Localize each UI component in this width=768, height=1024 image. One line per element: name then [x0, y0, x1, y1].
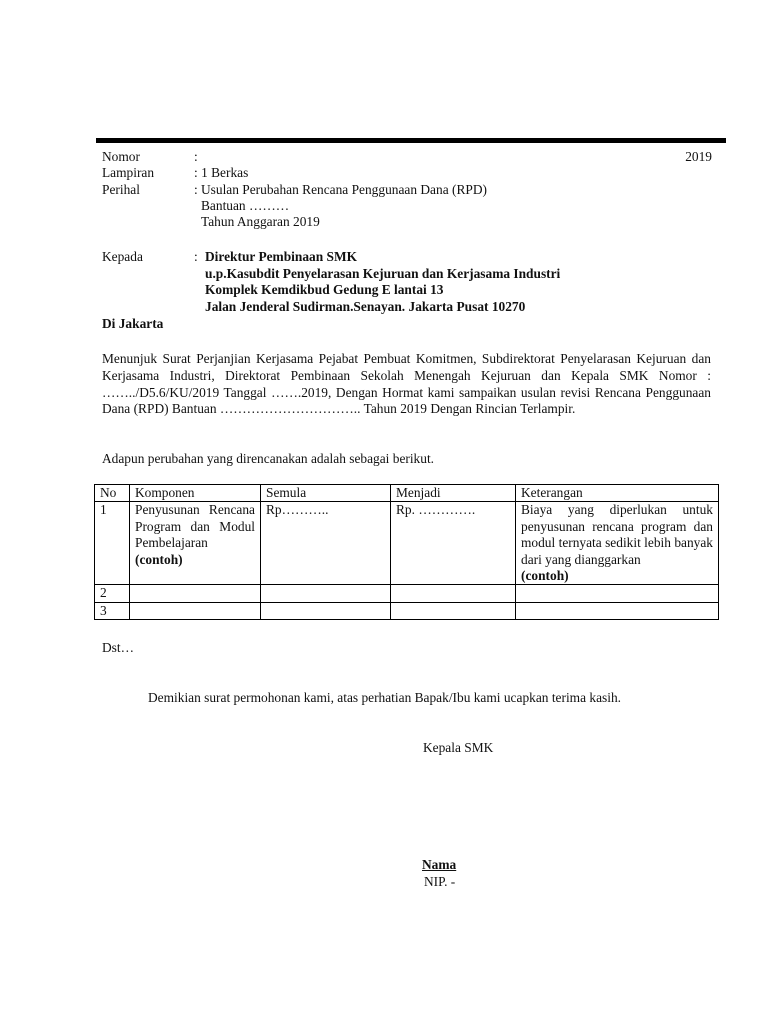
keterangan-text: Biaya yang diperlukan untuk penyusunan rencana program dan modul ternyata sedikit lebih banyak dari yang dianggarkan [521, 502, 713, 567]
lampiran-value: : 1 Berkas [194, 165, 249, 181]
signatory-nip: NIP. - [424, 874, 456, 889]
table-header-cell: Komponen [130, 485, 261, 502]
nomor-row [102, 149, 712, 165]
closing-text: Demikian surat permohonan kami, atas perhatian Bapak/Ibu kami ucapkan terima kasih. [148, 690, 621, 705]
recipient-line: Komplek Kemdikbud Gedung E lantai 13 [205, 282, 444, 298]
recipient-row-4 [102, 299, 712, 316]
recipient-line: Jalan Jenderal Sudirman.Senayan. Jakarta Pusat 10270 [205, 299, 526, 315]
table-header-cell: Menjadi [391, 485, 516, 502]
table-row [95, 602, 719, 619]
table-row [95, 502, 719, 585]
table-cell-keterangan [516, 585, 719, 602]
perihal-line-2: Bantuan ……… [201, 197, 290, 213]
recipient-city: Di Jakarta [102, 316, 164, 331]
recipient-row-3 [102, 282, 712, 299]
kepada-label: Kepada [102, 249, 143, 264]
table-row [95, 585, 719, 602]
table-header-cell: Keterangan [516, 485, 719, 502]
signatory-position: Kepala SMK [423, 740, 494, 755]
perihal-row [102, 182, 712, 198]
lampiran-label: Lampiran [102, 165, 155, 181]
perihal-row-2 [102, 198, 712, 214]
recipient-line: Direktur Pembinaan SMK [205, 249, 358, 264]
body-paragraph-1: Menunjuk Surat Perjanjian Kerjasama Pejabat Pembuat Komitmen, Subdirektorat Penyelarasan Kejuruan dan Kerjasama Industri, Direktorat Pembinaan Sekolah Menengah Kejuruan dan Kepala SMK Nomor : ……../D5.6/KU/2019 Tanggal …….2019, Dengan Hormat kami sampaikan usulan revisi Rencana Penggunaan Dana (RPD) Bantuan ………………………….. Tahun 2019 Dengan Rincian Terlampir. [102, 351, 711, 417]
perihal-row-3 [102, 214, 712, 230]
body-paragraph-2: Adapun perubahan yang direncanakan adalah sebagai berikut. [102, 451, 435, 466]
signatory-name: Nama [422, 857, 457, 872]
table-cell-semula: Rp……….. [261, 502, 391, 585]
letter-header [102, 149, 712, 230]
komponen-text: Penyusunan Rencana Program dan Modul Pembelajaran [135, 502, 255, 551]
header-rule [96, 138, 726, 143]
lampiran-row [102, 165, 712, 181]
recipient-row-2 [102, 266, 712, 283]
table-cell-komponen [130, 602, 261, 619]
perihal-line-3: Tahun Anggaran 2019 [201, 214, 320, 230]
kepada-colon: : [194, 249, 198, 264]
table-cell-semula [261, 585, 391, 602]
table-cell-no: 3 [95, 602, 130, 619]
table-cell-komponen [130, 502, 261, 585]
table-cell-menjadi [391, 602, 516, 619]
table-cell-no: 1 [95, 502, 130, 585]
table-cell-keterangan [516, 602, 719, 619]
table-cell-menjadi: Rp. …………. [391, 502, 516, 585]
nomor-value: : [194, 149, 198, 164]
perihal-colon: : [194, 181, 198, 197]
table-cell-komponen [130, 585, 261, 602]
perihal-label: Perihal [102, 181, 140, 197]
nomor-label: Nomor [102, 149, 140, 164]
table-cell-semula [261, 602, 391, 619]
table-cell-menjadi [391, 585, 516, 602]
komponen-note: (contoh) [135, 551, 183, 567]
keterangan-note: (contoh) [521, 568, 569, 584]
table-header-cell: No [95, 485, 130, 502]
recipient-block [102, 249, 712, 316]
table-continuation: Dst… [102, 640, 134, 655]
recipient-line: u.p.Kasubdit Penyelarasan Kejuruan dan Kerjasama Industri [205, 265, 561, 281]
letter-year: 2019 [685, 149, 712, 164]
recipient-row-1 [102, 249, 712, 266]
table-cell-no: 2 [95, 585, 130, 602]
rpd-table [94, 484, 719, 620]
perihal-line-1: Usulan Perubahan Rencana Penggunaan Dana (RPD) [201, 181, 487, 197]
table-header-cell: Semula [261, 485, 391, 502]
table-cell-keterangan [516, 502, 719, 585]
table-header-row [95, 485, 719, 502]
